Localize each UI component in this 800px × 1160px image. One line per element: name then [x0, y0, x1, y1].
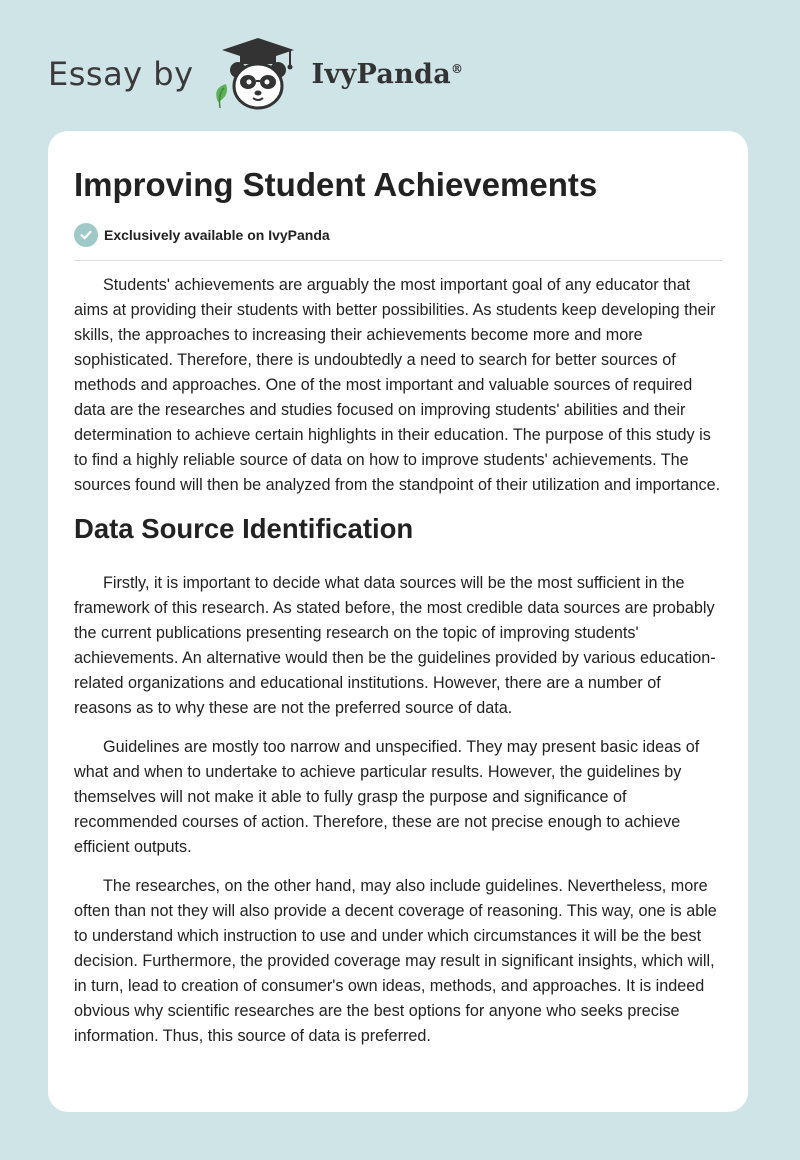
intro-paragraph: Students' achievements are arguably the most important goal of any educator that aims at providing their students with better possibilities. As students keep developing their skills, the approaches to increasing their achievements become more and more sophisticated. Therefore, there is undoubtedly a need to search for better sources of methods and approaches. One of the most important and valuable sources of required data are the researches and studies focused on improving students' abilities and their determination to achieve certain highlights in their education. The purpose of this study is to find a highly reliable source of data on how to improve students' achievements. The sources found will then be analyzed from the standpoint of their utilization and importance. — [74, 275, 721, 494]
panda-graduation-cap-icon — [208, 36, 308, 112]
brand-prefix: Essay by — [48, 55, 194, 93]
body-paragraph: Guidelines are mostly too narrow and unspecified. They may present basic ideas of what and when to undertake to achieve particular results. However, the guidelines by themselves will not make it able to fully grasp the purpose and significance of recommended courses of action. Therefore, these are not precise enough to achieve efficient outputs. — [74, 737, 700, 856]
registered-mark: ® — [451, 61, 464, 76]
body-paragraph: Firstly, it is important to decide what data sources will be the most sufficient in the framework of this research. As stated before, the most credible data sources are probably the current publications presenting research on the topic of improving students' achievements. An alternative would then be the guidelines provided by various education-related organizations and educational institutions. However, there are a number of reasons as to why these are not the preferred source of data. — [74, 573, 716, 717]
exclusive-label: Exclusively available on IvyPanda — [104, 226, 330, 243]
exclusive-badge — [74, 223, 722, 247]
brand-name: IvyPanda® — [311, 58, 464, 90]
brand-logo[interactable] — [48, 34, 463, 114]
page-title: Improving Student Achievements — [74, 166, 598, 203]
section-heading: Data Source Identification — [74, 512, 414, 544]
check-circle-icon — [74, 223, 98, 247]
body-paragraph: The researches, on the other hand, may also include guidelines. Nevertheless, more often than not they will also provide a decent coverage of reasoning. This way, one is able to understand which instruction to use and under which circumstances it will be the best decision. Furthermore, the provided coverage may result in significant insights, which will, in turn, lead to creation of consumer's own ideas, methods, and approaches. It is indeed obvious why scientific researches are the best options for anyone who seeks precise information. Thus, this source of data is preferred. — [74, 876, 717, 1045]
essay-card — [48, 131, 748, 1112]
divider — [74, 260, 722, 261]
